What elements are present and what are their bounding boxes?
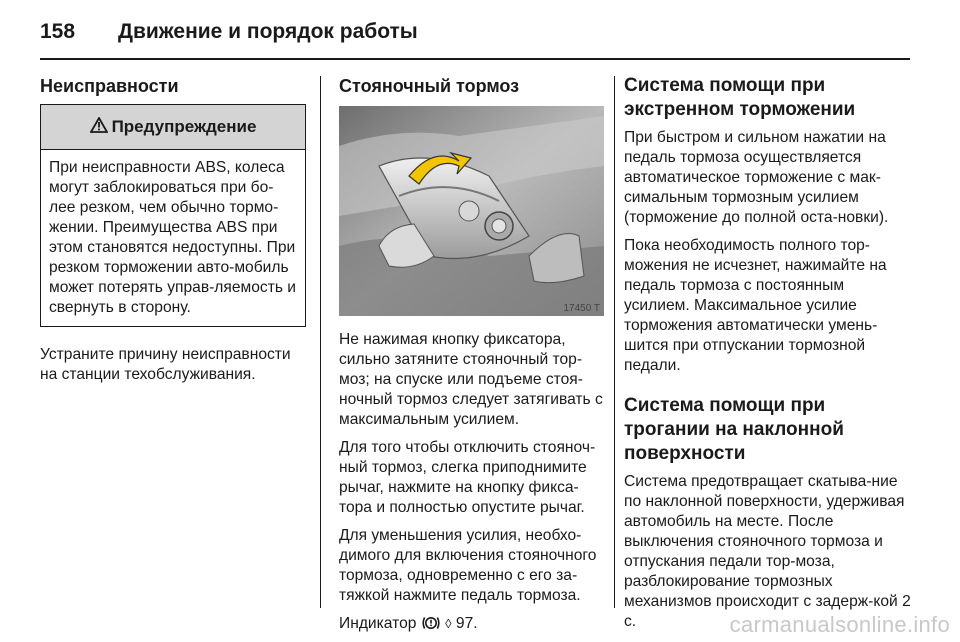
indicator-page-ref[interactable]: 97. xyxy=(455,615,478,632)
page-number: 158 xyxy=(40,20,76,43)
section-heading-malfunctions: Неисправности xyxy=(40,76,179,96)
right-column xyxy=(624,74,914,632)
indicator-line xyxy=(339,614,604,637)
parking-brake-paragraph-2: Для того чтобы отключить стояноч-ный тормоз, слегка приподнимите рычаг, нажмите на кнопку фикса-тора и полностью опустите рычаг. xyxy=(339,439,596,516)
watermark: carmanualsonline.info xyxy=(729,612,950,637)
warning-title: Предупреждение xyxy=(111,117,257,136)
header-rule xyxy=(40,58,910,60)
section-heading-parking-brake: Стояночный тормоз xyxy=(339,76,520,96)
section-heading-brake-assist: Система помощи при экстренном торможении xyxy=(624,75,856,120)
malfunction-text: Устраните причину неисправности на станции техобслуживания. xyxy=(40,346,291,383)
hill-start-paragraph-1: Система предотвращает скатыва-ние по наклонной поверхности, удерживая автомобиль на месте. После выключения стояночного тормоза и отпускания педали тор-моза, разблокирование тормозных механизмов происходит с задерж-кой 2 с. xyxy=(624,473,911,630)
indicator-label: Индикатор xyxy=(339,615,417,632)
brake-warning-icon xyxy=(421,615,441,637)
parking-brake-figure xyxy=(339,106,604,316)
parking-brake-paragraph-1: Не нажимая кнопку фиксатора, сильно затяните стояночный тор-моз; на спуске или подъеме стоя-ночный тормоз следует затягивать с максимальным усилием. xyxy=(339,331,603,428)
brake-assist-paragraph-1: При быстром и сильном нажатии на педаль тормоза осуществляется автоматическое торможение с мак-симальным тормозным усилием (торможение до полной оста-новки). xyxy=(624,129,889,226)
warning-box xyxy=(40,104,306,327)
left-column xyxy=(40,74,306,385)
section-heading-hill-start-assist: Система помощи при трогании на наклонной поверхности xyxy=(624,395,844,464)
parking-brake-paragraph-3: Для уменьшения усилия, необхо-димого для включения стояночного тормоза, одновременно с его за-тяжкой нажмите педаль тормоза. xyxy=(339,527,597,604)
brake-assist-paragraph-2: Пока необходимость полного тор-можения не исчезнет, нажимайте на педаль тормоза с постоянным усилием. Максимальное усилие торможения автоматически умень-шится при отпускании тормозной педали. xyxy=(624,237,887,374)
middle-column xyxy=(339,74,604,637)
warning-text: При неисправности ABS, колеса могут заблокироваться при бо-лее резком, чем обычно тормо-жении. Преимущества ABS при этом становятся недоступны. При резком торможении авто-мобиль может потерять управ-ляемость и свернуть в сторону. xyxy=(49,159,297,316)
chapter-title: Движение и порядок работы xyxy=(118,20,418,43)
warning-header xyxy=(41,105,305,150)
warning-triangle-icon xyxy=(90,117,108,138)
column-divider-left xyxy=(320,76,321,608)
page-header xyxy=(40,12,910,52)
figure-code: 17450 T xyxy=(563,303,600,314)
page-reference-arrow: ◊ xyxy=(445,616,452,631)
column-divider-right xyxy=(614,76,615,608)
